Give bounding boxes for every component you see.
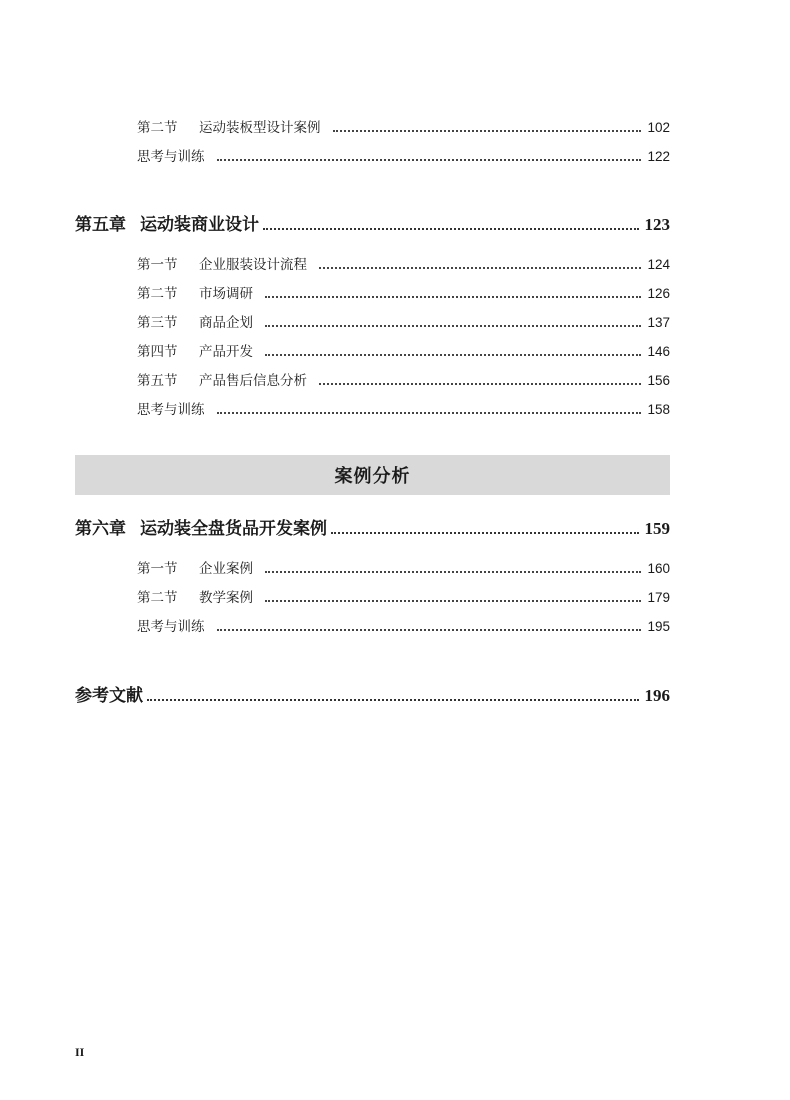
dot-leader (147, 696, 639, 701)
section-number: 第四节 (137, 344, 178, 360)
page-number: 196 (644, 686, 670, 705)
page-number: 146 (647, 344, 670, 359)
dot-leader (217, 409, 642, 414)
page-number: 195 (647, 619, 670, 634)
page-number: 158 (647, 402, 670, 417)
dot-leader (265, 293, 641, 298)
section-number: 第三节 (137, 315, 178, 331)
page-number: 137 (647, 315, 670, 330)
toc-entry[interactable] (137, 311, 670, 331)
toc-entry[interactable] (137, 557, 670, 577)
section-number: 第二节 (137, 120, 178, 136)
dot-leader (265, 322, 641, 327)
toc-entry[interactable] (137, 253, 670, 273)
dot-leader (265, 597, 641, 602)
dot-leader (217, 156, 642, 161)
section-title: 市场调研 (199, 286, 253, 302)
section-number: 第二节 (137, 286, 178, 302)
section-number: 第五节 (137, 373, 178, 389)
page-number: 160 (647, 561, 670, 576)
toc-entry[interactable] (137, 586, 670, 606)
toc-entry[interactable] (137, 145, 670, 165)
page-number: 102 (647, 120, 670, 135)
section-title: 思考与训练 (137, 402, 205, 418)
dot-leader (265, 351, 641, 356)
dot-leader (333, 127, 642, 132)
dot-leader (265, 568, 641, 573)
toc-references-entry[interactable] (75, 681, 670, 706)
part-banner: 案例分析 (75, 455, 670, 495)
toc-entry[interactable] (137, 398, 670, 418)
page-number: 179 (647, 590, 670, 605)
section-title: 企业案例 (199, 561, 253, 577)
section-title: 思考与训练 (137, 149, 205, 165)
toc-entry[interactable] (137, 615, 670, 635)
dot-leader (263, 225, 639, 230)
page-number: 156 (647, 373, 670, 388)
dot-leader (331, 529, 639, 534)
page-number: 126 (647, 286, 670, 301)
section-number: 第二节 (137, 590, 178, 606)
dot-leader (319, 380, 641, 385)
section-title: 运动装板型设计案例 (199, 120, 321, 136)
section-title: 教学案例 (199, 590, 253, 606)
page-number: 122 (647, 149, 670, 164)
chapter-title: 运动装全盘货品开发案例 (140, 519, 327, 539)
dot-leader (217, 626, 642, 631)
section-title: 企业服装设计流程 (199, 257, 307, 273)
section-title: 产品售后信息分析 (199, 373, 307, 389)
section-title: 产品开发 (199, 344, 253, 360)
chapter-title: 运动装商业设计 (140, 215, 259, 235)
folio-page-number: II (75, 1045, 85, 1059)
toc-entry[interactable] (137, 282, 670, 302)
toc-entry[interactable] (137, 340, 670, 360)
chapter-number: 第五章 (75, 215, 126, 235)
toc-entry[interactable] (137, 116, 670, 136)
toc-entry[interactable] (137, 369, 670, 389)
dot-leader (319, 264, 641, 269)
page-number: 159 (644, 519, 670, 538)
section-number: 第一节 (137, 561, 178, 577)
chapter-number: 第六章 (75, 519, 126, 539)
section-title: 思考与训练 (137, 619, 205, 635)
section-number: 第一节 (137, 257, 178, 273)
toc-chapter-entry[interactable] (75, 514, 670, 539)
section-title: 商品企划 (199, 315, 253, 331)
references-title: 参考文献 (75, 686, 143, 706)
page-number: 123 (644, 215, 670, 234)
page-number: 124 (647, 257, 670, 272)
toc-chapter-entry[interactable] (75, 210, 670, 235)
